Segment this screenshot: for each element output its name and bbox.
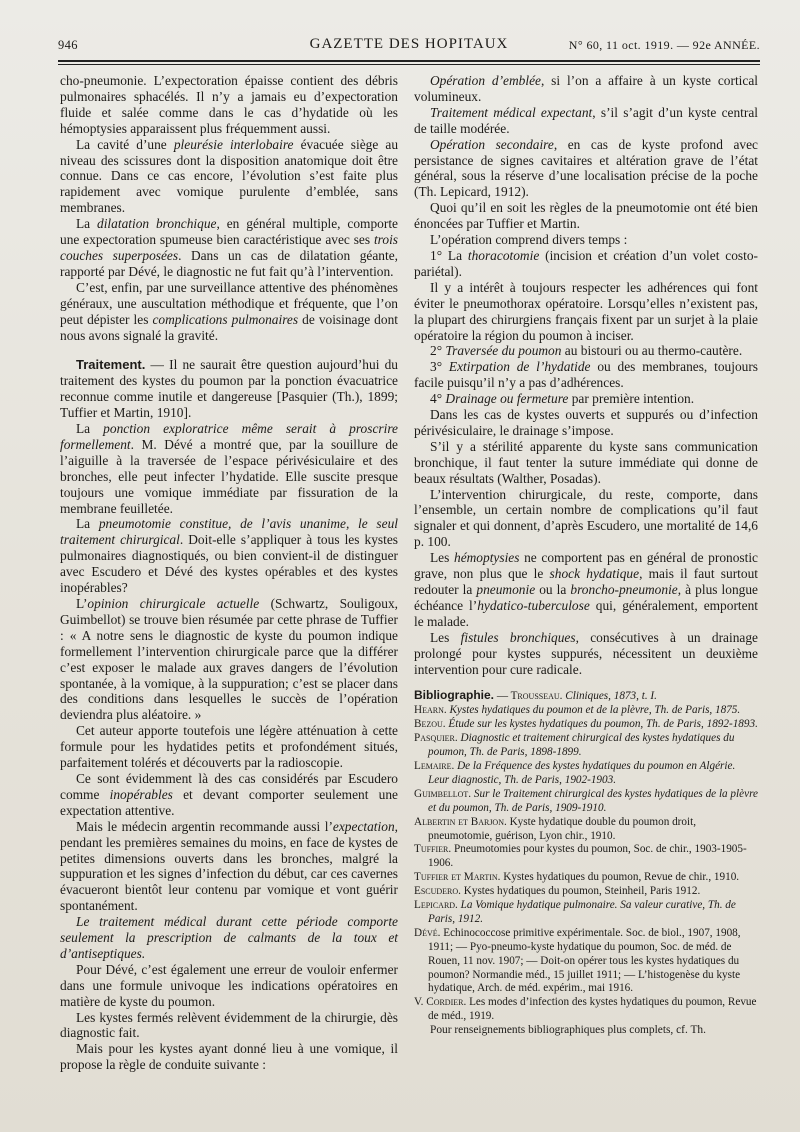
left-column (60, 73, 398, 1073)
bibliography-entry: Tuffier. Pneumotomies pour kystes du poumon, Soc. de chir., 1903-1905-1906. (414, 843, 747, 870)
bibliography-note: Pour renseignements bibliographiques plus complets, cf. Th. (430, 1024, 706, 1037)
paragraph: La cavité d’une pleurésie interlobaire évacuée siège au niveau des scissures dont la disposition anatomique doit être connue. Dans ce cas encore, l’évolution s’est faite plus rapidement avec vomique purulente d’emblée, sans membranes. (60, 136, 399, 216)
section-paragraph: Traitement. — Il ne saurait être question aujourd’hui du traitement des kystes du poumon par la ponction évacuatrice reconnue comme inutile et dangereuse [Pasquier (Th.), 1899; Tuffier et Martin, 1910]. (60, 357, 398, 421)
header-rule-thin (58, 64, 760, 65)
bibliography-entry: Bibliographie. — Trousseau. Cliniques, 1873, t. I. (414, 688, 657, 703)
bibliography-entry: V. Cordier. Les modes d’infection des kystes hydatiques du poumon, Revue de méd., 1919. (414, 996, 757, 1023)
paragraph: Pour Dévé, c’est également une erreur de vouloir enfermer dans une formule univoque les indications opératoires en matière de kyste du poumon. (60, 961, 398, 1009)
paragraph: Il y a intérêt à toujours respecter les adhérences qui font éviter le pneumothorax opératoire. Lorsqu’elles n’existent pas, la plupart des chirurgiens français fixent par un surjet à la plaie opératoire la région du poumon à inciser. (414, 279, 758, 343)
bibliography-heading: Bibliographie. (414, 688, 495, 703)
paragraph: Le traitement médical durant cette période comporte seulement la prescription de calmants de la toux et d’antiseptiques. (60, 914, 398, 961)
paragraph: L’opération comprend divers temps : (430, 232, 628, 248)
bibliography-entry: Albertin et Barjon. Kyste hydatique double du poumon droit, pneumotomie, guérison, Lyon chir., 1910. (414, 815, 697, 842)
paragraph: Les hémoptysies ne comportent pas en général de pronostic grave, non plus que le shock hydatique, mais il faut surtout redouter la pneumonie ou la broncho-pneumonie, à plus longue échéance l’hydatico-tuberculose qui, généralement, emportent le malade. (414, 550, 759, 629)
paragraph: C’est, enfin, par une surveillance attentive des phénomènes généraux, une auscultation méthodique et fréquente, que l’on peut dépister les complications pulmonaires de voisinage dont nous avons signalé la gravité. (60, 279, 398, 343)
bibliography-entry: Bezou. Étude sur les kystes hydatiques du poumon, Th. de Paris, 1892-1893. (414, 718, 758, 731)
section-heading: Traitement. (76, 357, 146, 373)
paragraph: La pneumotomie constitue, de l’avis unanime, le seul traitement chirurgical. Doit-elle s’appliquer à tous les kystes pulmonaires diagnostiqués, ou bien convient-il de distinguer avec Escudero et Dévé des kystes opérables et des kystes inopérables? (60, 516, 398, 596)
paragraph: 3° Extirpation de l’hydatide ou des membranes, toujours facile puisqu’il n’y a pas d’adhérences. (414, 359, 759, 391)
bibliography-entry: Tuffier et Martin. Kystes hydatiques du poumon, Revue de chir., 1910. (414, 871, 740, 884)
bibliography-entry: Dévé. Echinococcose primitive expérimentale. Soc. de biol., 1907, 1908, 1911; — Pyo-pneumo-kyste hydatique du poumon, Soc. de méd. de Rouen, 11 nov. 1907; — Doit-on opérer tous les kystes hydatiques du poumon? Normandie méd., 15 juillet 1911; — L’histogenèse du kyste hydatique, Arch. de méd. expérim., mai 1916. (414, 926, 741, 995)
paragraph: cho-pneumonie. L’expectoration épaisse contient des débris pulmonaires sphacélés. Il n’y a jamais eu d’expectoration fluide et salée comme dans le cas d’hydatide où les hémoptysies apparaissent plus fréquemment aussi. (60, 73, 398, 136)
paragraph: Opération d’emblée, si l’on a affaire à un kyste cortical volumineux. (414, 73, 758, 104)
paragraph: Mais le médecin argentin recommande aussi l’expectation, pendant les premières semaines du moins, en face de kystes de petites dimensions ouverts dans les bronches, malgré la suppuration et les signes d’infection du début, car ces cavernes évacueront bientôt leur contenu par vomique et vont guérir spontanément. (60, 818, 398, 914)
paragraph: La dilatation bronchique, en général multiple, comporte une expectoration spumeuse bien caractéristique avec ses trois couches superposées. Dans un cas de dilatation géante, rapporté par Dévé, le diagnostic ne fut fait qu’à l’intervention. (60, 216, 398, 279)
page-number: 946 (58, 38, 78, 52)
paragraph: 4° Drainage ou fermeture par première intention. (430, 391, 695, 407)
bibliography-entry: Lemaire. De la Fréquence des kystes hydatiques du poumon en Algérie. Leur diagnostic, Th. de Paris, 1902-1903. (414, 759, 736, 786)
bibliography (414, 689, 758, 1038)
bibliography-entry: Pasquier. Diagnostic et traitement chirurgical des kystes hydatiques du poumon, Th. de Paris, 1898-1899. (414, 732, 735, 759)
paragraph: La ponction exploratrice même serait à proscrire formellement. M. Dévé a montré que, par la souillure de l’aiguille à la traversée de l’espace périvésiculaire et des bronches, elle peut infecter l’hydatide. Elle suscite presque toujours une vomique immédiate par fissuration de la membrane feuilletée. (60, 421, 398, 516)
page-header (58, 34, 760, 58)
issue-info: N° 60, 11 oct. 1919. — 92e ANNÉE. (568, 38, 760, 52)
paragraph: Traitement médical expectant, s’il s’agit d’un kyste central de taille modérée. (414, 104, 758, 136)
paragraph: 1° La thoracotomie (incision et création d’un volet costo-pariétal). (414, 247, 758, 279)
paragraph: Cet auteur apporte toutefois une légère atténuation à cette formule pour les hydatides petits et profondément situés, parfaitement tolérés et découverts par la radioscopie. (60, 723, 398, 771)
bibliography-entry: Guimbellot. Sur le Traitement chirurgical des kystes hydatiques de la plèvre et du poumon, Th. de Paris, 1909-1910. (414, 787, 758, 814)
paragraph: Ce sont évidemment là des cas considérés par Escudero comme inopérables et devant comporter seulement une expectation attentive. (60, 770, 398, 818)
bibliography-entry: Lepicard. La Vomique hydatique pulmonaire. Sa valeur curative, Th. de Paris, 1912. (414, 899, 736, 925)
paragraph: Opération secondaire, en cas de kyste profond avec persistance de signes cavitaires et altération grave de l’état général, sous la réserve d’une localisation précise de la poche (Th. Lepicard, 1912). (414, 136, 758, 200)
right-column (414, 73, 758, 1038)
paragraph: S’il y a stérilité apparente du kyste sans communication bronchique, il faut tenter la suture immédiate qui donne de beaux résultats (Walther, Posadas). (414, 438, 758, 486)
paragraph: 2° Traversée du poumon au bistouri ou au thermo-cautère. (430, 343, 743, 359)
paragraph: Les fistules bronchiques, consécutives à un drainage prolongé pour kystes suppurés, nécessitent un deuxième intervention pour cure radicale. (414, 629, 758, 677)
journal-title: GAZETTE DES HOPITAUX (309, 36, 509, 52)
paragraph: Mais pour les kystes ayant donné lieu à une vomique, il propose la règle de conduite suivante : (60, 1041, 398, 1073)
paragraph: L’opinion chirurgicale actuelle (Schwartz, Souligoux, Guimbellot) se trouve bien résumée par cette phrase de Tuffier : « A notre sens le diagnostic de kyste du poumon indique formellement l’intervention chirurgicale parce que la différer c’est exposer le malade aux graves dangers de l’évolution spontanée, à la vomique, à la suppuration; c’est se placer dans des conditions dans lesquelles le succès de l’opération deviendra plus aléatoire. » (60, 596, 398, 723)
paragraph: Les kystes fermés relèvent évidemment de la chirurgie, dès diagnostic fait. (60, 1009, 398, 1041)
paragraph: Quoi qu’il en soit les règles de la pneumotomie ont été bien énoncées par Tuffier et Martin. (414, 200, 758, 232)
bibliography-entry: Hearn. Kystes hydatiques du poumon et de la plèvre, Th. de Paris, 1875. (414, 704, 741, 717)
paragraph: Dans les cas de kystes ouverts et suppurés ou d’infection périvésiculaire, le drainage s’impose. (414, 407, 758, 438)
header-rule-thick (58, 60, 760, 62)
paragraph: L’intervention chirurgicale, du reste, comporte, dans l’ensemble, un certain nombre de complications qu’il faut signaler et qui donnent, d’après Escudero, une mortalité de 14,6 p. 100. (414, 486, 758, 550)
bibliography-entry: Escudero. Kystes hydatiques du poumon, Steinheil, Paris 1912. (414, 885, 701, 898)
